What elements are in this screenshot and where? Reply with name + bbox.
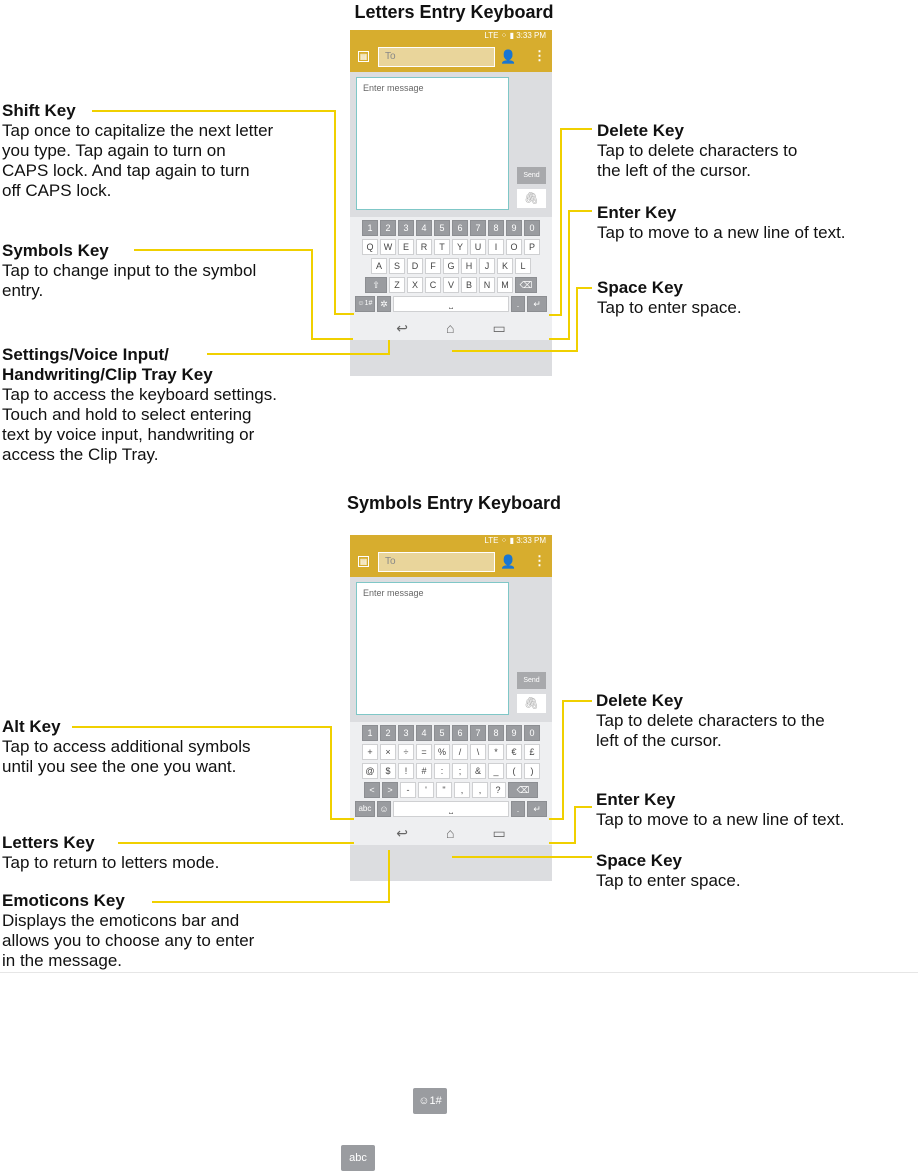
delete-key[interactable]: ⌫ [515,277,537,293]
more-icon[interactable]: ⋮ [533,48,546,63]
callout-line [562,700,592,702]
enter-key[interactable]: ↵ [527,296,547,312]
key[interactable]: € [506,744,522,760]
annotation-letters-key [2,833,219,873]
back-icon[interactable]: ↩ [396,319,409,336]
attach-icon[interactable]: 🖇 [517,694,546,713]
status-bar: LTE ⁘ ▮ 3:33 PM [350,535,552,547]
annotation-desc: Tap once to capitalize the next letter you type. Tap again to turn on CAPS lock. And tap again to turn off CAPS lock. [2,121,274,200]
callout-line [568,210,570,340]
key[interactable]: ) [524,763,540,779]
key[interactable]: C [425,277,441,293]
key[interactable]: K [497,258,513,274]
delete-key[interactable]: ⌫ [508,782,538,798]
annotation-desc: Tap to move to a new line of text. [597,223,846,242]
home-icon[interactable]: ⌂ [446,320,455,336]
key[interactable]: V [443,277,459,293]
symbols-keyboard [350,722,552,821]
send-button[interactable]: Send [517,672,546,689]
nav-bar [350,821,552,845]
number-key[interactable]: 4 [416,725,432,741]
callout-line [207,353,390,355]
number-key[interactable]: 7 [470,220,486,236]
annotation-heading: Letters Key [2,833,95,852]
letters-section-title: Letters Entry Keyboard [354,2,554,22]
annotation-desc: Tap to delete characters to the left of the cursor. [597,141,798,180]
number-key[interactable]: 1 [362,220,378,236]
callout-line [388,340,390,355]
annotation-heading: Emoticons Key [2,891,125,910]
attach-icon[interactable]: 🖇 [517,189,546,208]
back-icon[interactable]: ↩ [396,824,409,841]
space-key[interactable]: ⎵ [393,296,509,312]
callout-line [576,287,578,352]
period-key[interactable]: . [511,296,525,312]
contact-icon[interactable]: 👤 [500,49,517,64]
period-key[interactable]: . [511,801,525,817]
callout-line [574,806,592,808]
key[interactable]: Y [452,239,468,255]
annotation-delete-key [596,691,825,751]
annotation-desc: Tap to return to letters mode. [2,853,220,872]
space-key[interactable]: ⎵ [393,801,509,817]
alt-left-key[interactable]: < [364,782,380,798]
message-area [350,577,552,722]
number-key[interactable]: 9 [506,725,522,741]
key[interactable]: : [434,763,450,779]
key[interactable]: " [436,782,452,798]
callout-line [576,287,592,289]
key[interactable]: L [515,258,531,274]
message-input[interactable]: Enter message [356,77,509,210]
callout-line [388,850,390,903]
key[interactable]: S [389,258,405,274]
enter-key[interactable]: ↵ [527,801,547,817]
key[interactable]: / [452,744,468,760]
key[interactable]: ÷ [398,744,414,760]
key[interactable]: = [416,744,432,760]
key[interactable]: P [524,239,540,255]
message-input[interactable]: Enter message [356,582,509,715]
key[interactable]: D [407,258,423,274]
annotation-heading: Delete Key [597,121,684,140]
number-key[interactable]: 6 [452,220,468,236]
key[interactable]: * [488,744,504,760]
settings-key[interactable]: ✲ [377,296,391,312]
annotation-desc: Tap to access the keyboard settings. Touch and hold to select entering text by voice input, handwriting or access the Clip Tray. [2,385,277,464]
annotation-heading: Shift Key [2,101,76,120]
key[interactable]: - [400,782,416,798]
message-area [350,72,552,217]
key[interactable]: Q [362,239,378,255]
phone-letters-keyboard [350,30,552,376]
annotation-heading: Symbols Key [2,241,109,260]
key[interactable]: W [380,239,396,255]
key[interactable]: # [416,763,432,779]
to-field[interactable]: To [378,552,495,572]
callout-line [452,856,592,858]
annotation-heading: Settings/Voice Input/ Handwriting/Clip Tray Key [2,345,213,384]
letters-key-icon: abc [341,1145,375,1171]
key[interactable]: E [398,239,414,255]
callout-line [92,110,336,112]
app-icon[interactable]: ▦ [359,52,368,61]
callout-line [134,249,312,251]
alt-right-key[interactable]: > [382,782,398,798]
callout-line [568,210,592,212]
key[interactable]: % [434,744,450,760]
annotation-desc: Tap to move to a new line of text. [596,810,845,829]
number-key[interactable]: 2 [380,725,396,741]
key[interactable]: × [380,744,396,760]
annotation-heading: Alt Key [2,717,61,736]
key[interactable]: ! [398,763,414,779]
annotation-desc: Tap to change input to the symbol entry. [2,261,257,300]
number-key[interactable]: 6 [452,725,468,741]
key[interactable]: H [461,258,477,274]
number-key[interactable]: 0 [524,725,540,741]
callout-line [560,128,562,316]
recents-icon[interactable]: ▭ [492,319,506,336]
key[interactable]: T [434,239,450,255]
callout-line [549,338,569,340]
letters-keyboard [350,217,552,316]
callout-line [549,314,562,316]
key[interactable]: A [371,258,387,274]
contact-icon[interactable]: 👤 [500,554,517,569]
key[interactable]: & [470,763,486,779]
key[interactable]: $ [380,763,396,779]
annotation-heading: Space Key [596,851,682,870]
callout-line [549,818,564,820]
key[interactable]: O [506,239,522,255]
key[interactable]: X [407,277,423,293]
key[interactable]: , [472,782,488,798]
key[interactable]: G [443,258,459,274]
key[interactable]: ( [506,763,522,779]
number-key[interactable]: 8 [488,220,504,236]
key[interactable]: M [497,277,513,293]
number-key[interactable]: 2 [380,220,396,236]
divider [0,972,918,973]
phone-symbols-keyboard [350,535,552,881]
callout-line [560,128,592,130]
key[interactable]: J [479,258,495,274]
annotation-desc: Tap to delete characters to the left of the cursor. [596,711,825,750]
annotation-desc: Tap to access additional symbols until you see the one you want. [2,737,251,776]
callout-line [311,249,313,339]
callout-line [334,313,354,315]
key[interactable]: \ [470,744,486,760]
annotation-heading: Space Key [597,278,683,297]
key[interactable]: @ [362,763,378,779]
annotation-settings-key [2,345,277,465]
app-icon[interactable]: ▦ [359,557,368,566]
number-key[interactable]: 3 [398,725,414,741]
status-bar: LTE ⁘ ▮ 3:33 PM [350,30,552,42]
annotation-heading: Delete Key [596,691,683,710]
number-key[interactable]: 5 [434,725,450,741]
key[interactable]: £ [524,744,540,760]
callout-line [562,700,564,820]
number-key[interactable]: 0 [524,220,540,236]
number-key[interactable]: 5 [434,220,450,236]
key[interactable]: + [362,744,378,760]
annotation-space-key [597,278,742,318]
callout-line [118,842,354,844]
key[interactable]: N [479,277,495,293]
send-button[interactable]: Send [517,167,546,184]
to-field[interactable]: To [378,47,495,67]
annotation-desc: Displays the emoticons bar and allows you to choose any to enter in the message. [2,911,255,970]
key[interactable]: B [461,277,477,293]
annotation-emoticons-key [2,891,254,971]
number-key[interactable]: 3 [398,220,414,236]
home-icon[interactable]: ⌂ [446,825,455,841]
annotation-space-key [596,851,741,891]
key[interactable]: _ [488,763,504,779]
number-key[interactable]: 1 [362,725,378,741]
number-key[interactable]: 4 [416,220,432,236]
key[interactable]: I [488,239,504,255]
action-bar [350,547,552,577]
callout-line [72,726,332,728]
callout-line [452,350,578,352]
number-key[interactable]: 9 [506,220,522,236]
annotation-heading: Enter Key [596,790,676,809]
action-bar [350,42,552,72]
key[interactable]: ' [418,782,434,798]
recents-icon[interactable]: ▭ [492,824,506,841]
annotation-enter-key [596,790,845,830]
key[interactable]: ; [452,763,468,779]
annotation-shift-key [2,101,273,201]
key[interactable]: U [470,239,486,255]
callout-line [311,338,353,340]
nav-bar [350,316,552,340]
emoticons-key[interactable]: ☺ [377,801,391,817]
shift-key[interactable]: ⇧ [365,277,387,293]
annotation-enter-key [597,203,846,243]
key[interactable]: R [416,239,432,255]
symbols-section-title: Symbols Entry Keyboard [346,493,562,513]
callout-line [330,726,332,819]
callout-line [330,818,354,820]
callout-line [334,110,336,315]
key[interactable]: Z [389,277,405,293]
key[interactable]: ? [490,782,506,798]
key[interactable]: , [454,782,470,798]
callout-line [152,901,390,903]
symbols-key-icon: ☺1# [413,1088,447,1114]
number-key[interactable]: 8 [488,725,504,741]
annotation-desc: Tap to enter space. [597,298,742,317]
annotation-desc: Tap to enter space. [596,871,741,890]
symbols-key[interactable]: ☺1# [355,296,375,312]
annotation-delete-key [597,121,797,181]
letters-key[interactable]: abc [355,801,375,817]
more-icon[interactable]: ⋮ [533,553,546,568]
callout-line [574,806,576,844]
key[interactable]: F [425,258,441,274]
annotation-heading: Enter Key [597,203,677,222]
number-key[interactable]: 7 [470,725,486,741]
callout-line [549,842,576,844]
